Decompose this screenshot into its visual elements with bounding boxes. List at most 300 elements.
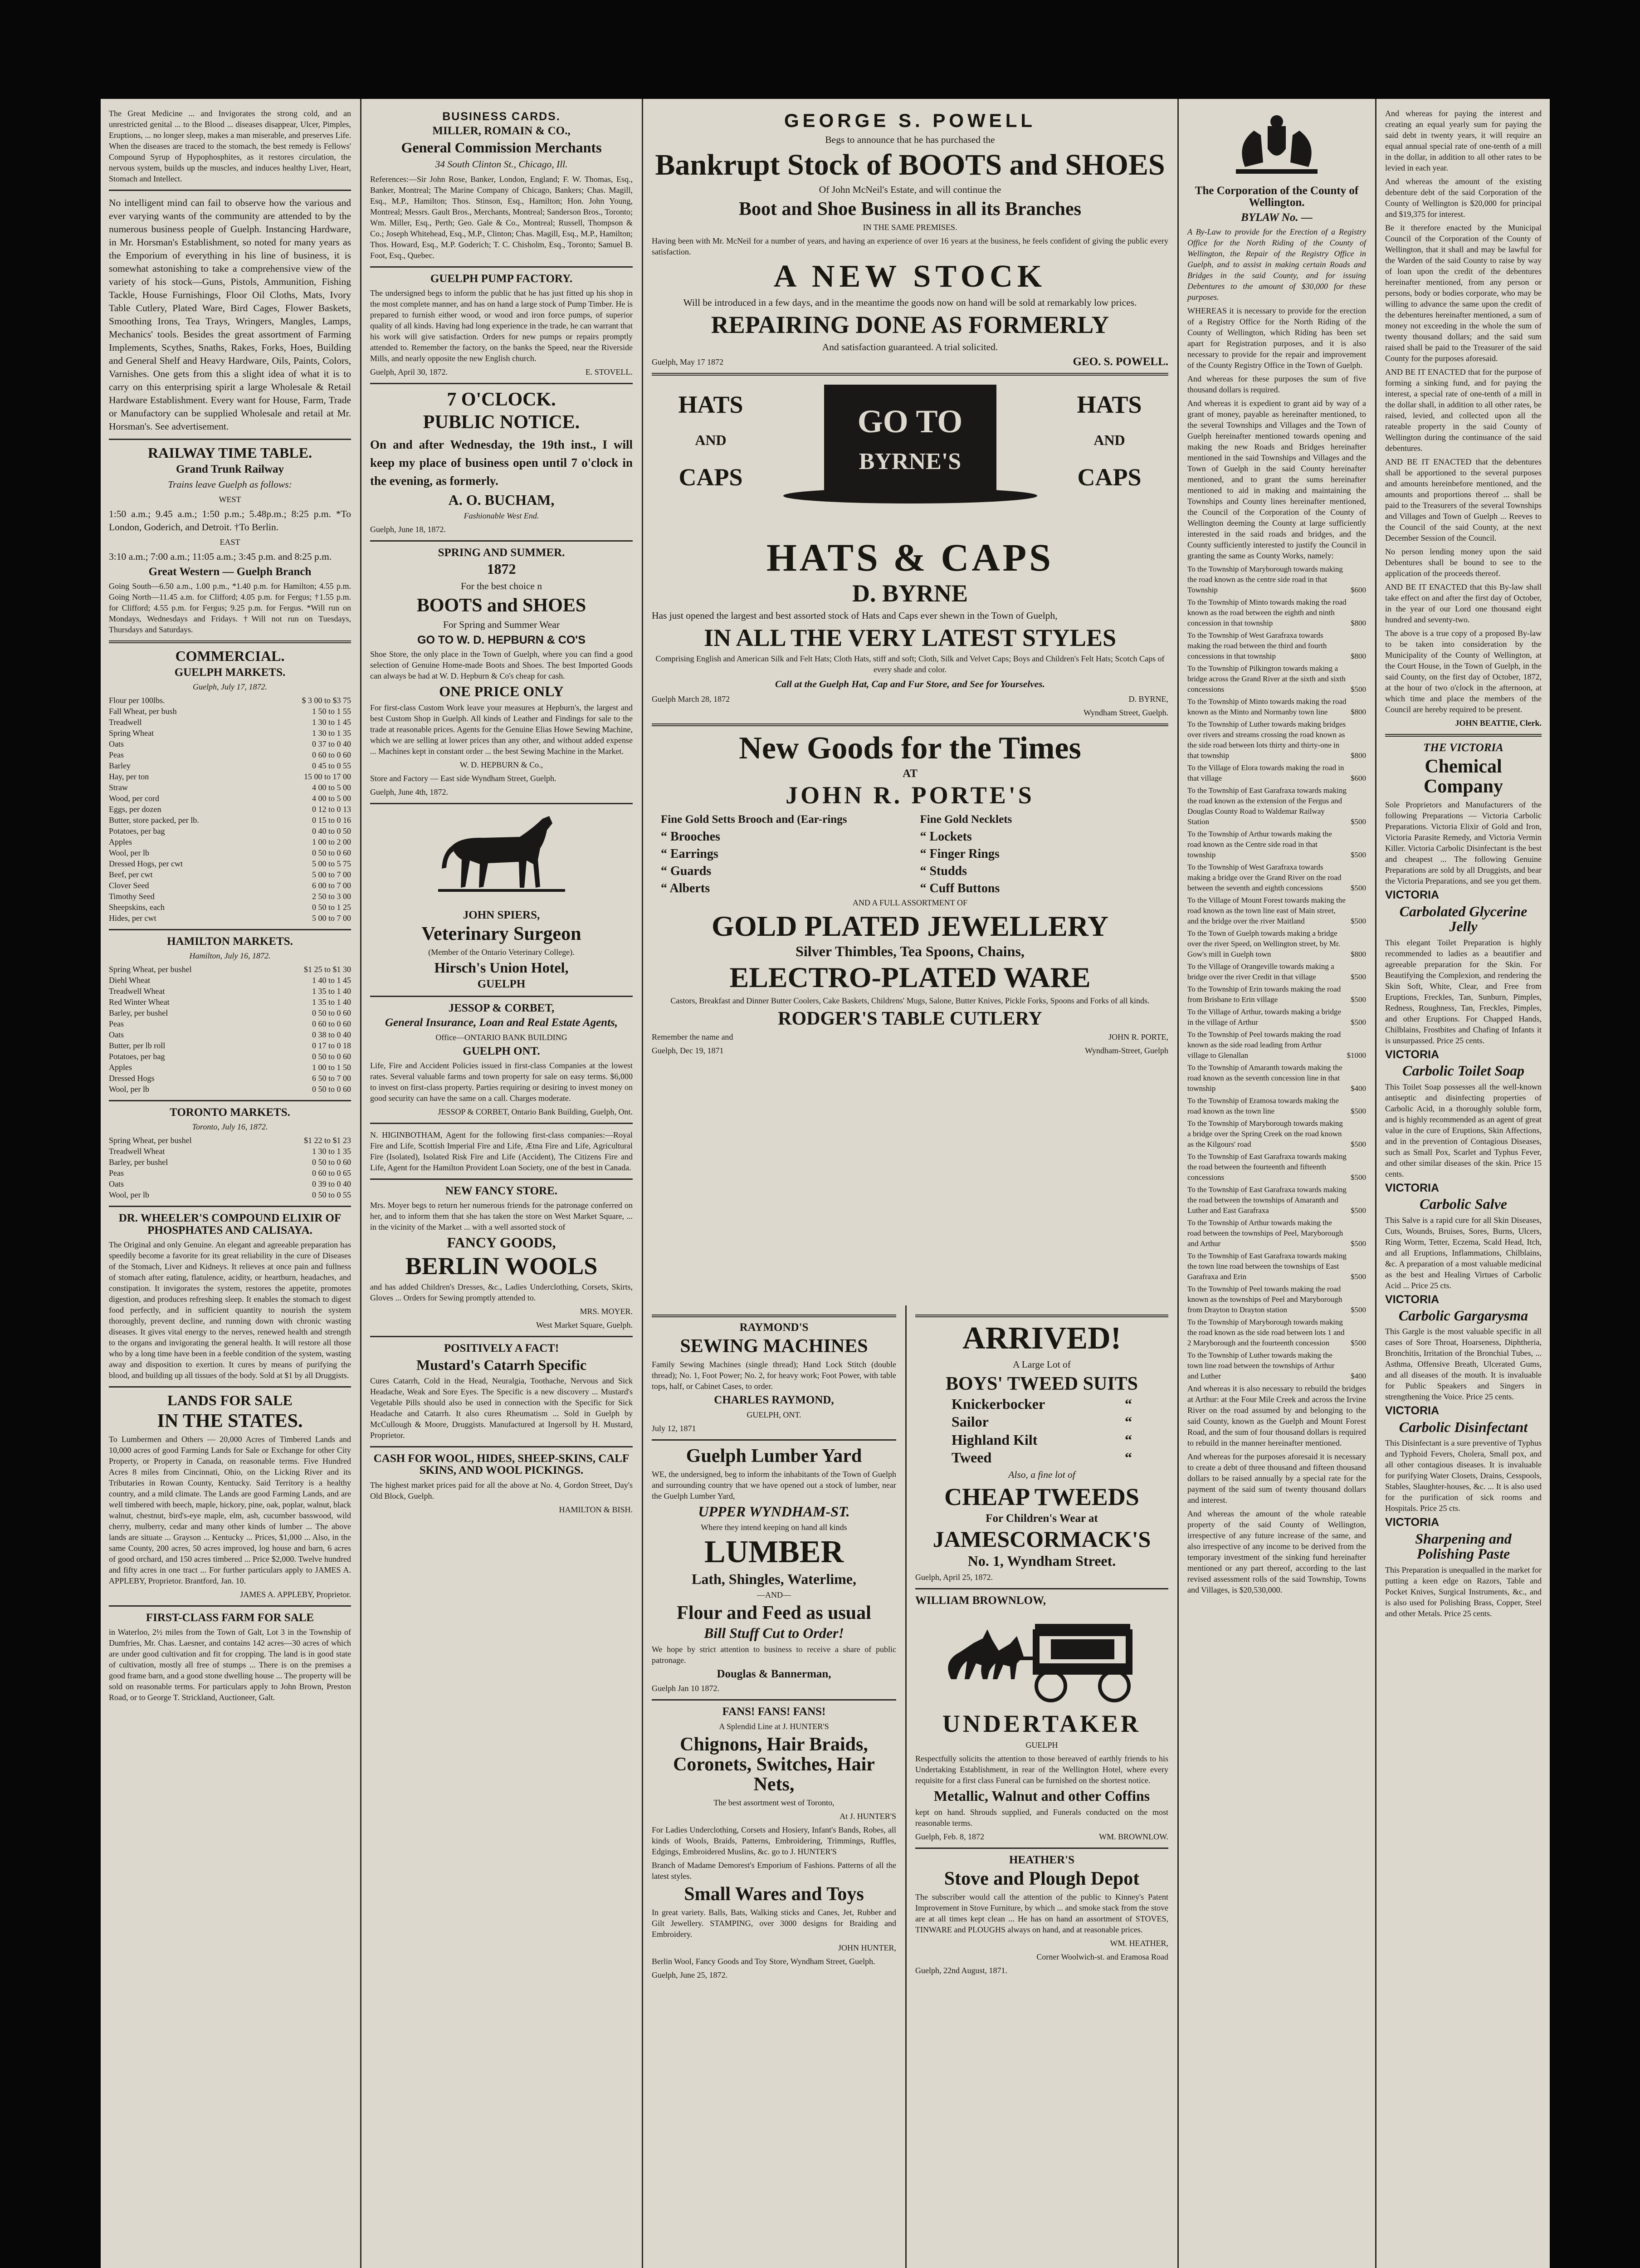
table-row xyxy=(109,1178,351,1189)
lumber-title: LUMBER xyxy=(704,1535,844,1570)
guelph-markets-title: GUELPH MARKETS. xyxy=(174,666,286,679)
column-3-lower xyxy=(644,1305,904,2268)
price-range xyxy=(304,964,351,975)
list-item xyxy=(1187,1317,1366,1348)
price-to: to xyxy=(328,815,335,825)
price-item: Fall Wheat, per bush xyxy=(109,706,177,716)
price-range xyxy=(312,997,351,1007)
grant-purpose: To the Village of Mount Forest towards making the road known as the town line east of Main street, and the bridge over the river Maitland xyxy=(1187,895,1346,925)
gold-necklets-title: Fine Gold Necklets xyxy=(920,813,1012,826)
pump-signature: E. STOVELL. xyxy=(585,367,633,377)
price-item: Barley, per bushel xyxy=(109,1158,168,1167)
raymond-city: GUELPH, ONT. xyxy=(747,1410,801,1419)
and-right: AND xyxy=(1093,431,1125,448)
price-range xyxy=(312,986,351,997)
price-range xyxy=(304,1135,351,1146)
lumber-signature: Douglas & Bannerman, xyxy=(717,1668,831,1681)
price-to: to xyxy=(328,1179,335,1189)
one-price-body: For first-class Custom Work leave your measures at Hepburn's, the largest and best Custom Shop in Guelph. All kinds of Leather and Findings for sale to the trade at reasonable prices. Agents for the Genuine Elias Howe Sewing Machine, which we are selling at lower prices than any other, and without added expense ... Machines kept in constant order ... the best Sewing Machine in the Market. xyxy=(370,703,633,756)
coffins-body: kept on hand. Shrouds supplied, and Funerals conducted on the most reasonable terms. xyxy=(915,1807,1168,1828)
ditto-mark: “ xyxy=(1125,1449,1132,1466)
style-name: Knickerbocker xyxy=(952,1395,1045,1412)
price-item: Treadwell Wheat xyxy=(109,987,165,996)
price-range xyxy=(302,695,351,706)
price-to: to xyxy=(328,793,335,803)
grant-amount: $600 xyxy=(1351,773,1366,782)
price-item: Clover Seed xyxy=(109,880,149,890)
price-range xyxy=(312,826,351,836)
column-rule xyxy=(1177,99,1179,2268)
price-low: 1 40 xyxy=(312,976,327,985)
price-range xyxy=(312,1007,351,1018)
fancy-store-body: Mrs. Moyer begs to return her numerous friends for the patronage conferred on her, and to inform them that she has taken the store on West Market Square, ... in the vicinity of the Market ... with a well assorted stock of xyxy=(370,1201,633,1232)
price-item: Spring Wheat, per bushel xyxy=(109,965,192,974)
price-high: $3 75 xyxy=(332,695,351,705)
price-to: to xyxy=(328,837,335,846)
list-item: “ Finger Rings xyxy=(920,846,1159,863)
price-high: 0 18 xyxy=(337,1041,351,1051)
price-to: to xyxy=(328,1063,335,1072)
new-stock-title: A NEW STOCK xyxy=(773,259,1047,294)
grant-amount: $500 xyxy=(1351,1139,1366,1149)
price-low: 0 17 xyxy=(312,1041,327,1051)
price-low: 0 50 xyxy=(312,1008,327,1018)
price-item: Butter, store packed, per lb. xyxy=(109,815,199,825)
price-range xyxy=(312,975,351,986)
table-row xyxy=(109,1040,351,1051)
jessop-title: JESSOP & CORBET, xyxy=(448,1002,555,1015)
list-item xyxy=(1187,829,1366,860)
stove-body: The subscriber would call the attention of the public to Kinney's Patent Improvement in Stove Furniture, by which ... and smoke stack from the stove are at all times kept clean ... He has on hand an assortment of STOVES, TINWARE and PLOUGHS always on hand, and at reasonable prices. xyxy=(915,1892,1168,1934)
toronto-price-table xyxy=(109,1135,351,1200)
price-to: to xyxy=(328,826,335,836)
byrne-name: D. BYRNE xyxy=(852,579,968,607)
column-rule xyxy=(642,99,643,2268)
price-item: Flour per 100lbs. xyxy=(109,695,165,705)
whereas-2: And whereas for these purposes the sum of five thousand dollars is required. xyxy=(1187,374,1366,394)
berlin-body: and has added Children's Dresses, &c., Ladies Underclothing, Corsets, Skirts, Gloves ... Orders for Sewing promptly attended to. xyxy=(370,1282,633,1303)
grant-amount: $500 xyxy=(1351,1173,1366,1182)
east-times: 3:10 a.m.; 7:00 a.m.; 11:05 a.m.; 3:45 p.m. and 8:25 p.m. xyxy=(109,551,332,562)
chemical-company-title: Chemical Company xyxy=(1423,756,1503,797)
price-low: 0 45 xyxy=(312,761,327,770)
price-low: $1 22 xyxy=(303,1136,322,1145)
product-name: Sharpening and Polishing Paste xyxy=(1415,1530,1512,1562)
enact-3: AND BE IT ENACTED that the debentures shall be apportioned to the several purposes and amounts hereinbefore mentioned, and the amounts and proportions thereof ... shall be paid to the Treasurers of the several Townships and Villages and Town of Guelph ... Reeves to the Council of the said County, at the next December Session of the Council. xyxy=(1385,457,1542,543)
list-item xyxy=(1187,1284,1366,1315)
price-to: to xyxy=(328,804,335,814)
millers-address: 34 South Clinton St., Chicago, Ill. xyxy=(435,159,568,170)
price-to: to xyxy=(328,761,335,770)
price-range xyxy=(312,869,351,880)
business-cards-title: BUSINESS CARDS. xyxy=(442,110,561,123)
table-row xyxy=(109,902,351,913)
price-item: Apples xyxy=(109,1063,132,1072)
cash-body: The highest market prices paid for all the above at No. 4, Gordon Street, Day's Old Block, Guelph. xyxy=(370,1480,633,1501)
lumber-body: WE, the undersigned, beg to inform the inhabitants of the Town of Guelph and surrounding country that we have opened out a stock of lumber, near the Guelph Lumber Yard, xyxy=(652,1469,896,1501)
heather-title: HEATHER'S xyxy=(1009,1853,1075,1866)
table-row xyxy=(109,836,351,847)
whereas-3: And whereas it is expedient to grant aid by way of a grant of money, payable as hereinafter mentioned, to the several Townships and Villages and the Town of Guelph hereinafter mentioned towards opening and making the new Roads and Bridges hereinafter mentioned in the said Townships and Villages and the Town of Guelph in the said County hereinafter mentioned, and to grant the sums hereinafter mentioned to aid in making and maintaining the Townships and County lines hereinafter mentioned, the Council of the Corporation of the County of Wellington deeming the County at large sufficiently interested in the said roads and bridges, and the County sufficiently interested to justify the Council in granting the same as County Works, namely: xyxy=(1187,398,1366,560)
wheeler-title: DR. WHEELER'S COMPOUND ELIXIR OF PHOSPHATES AND CALISAYA. xyxy=(118,1212,342,1237)
list-item xyxy=(1187,984,1366,1005)
grant-purpose: To the Township of West Garafraxa towards making a bridge over the Grand River on the road between the seventh and eighth concessions xyxy=(1187,862,1342,892)
horse-illustration xyxy=(434,810,570,905)
new-goods-title: New Goods for the Times xyxy=(739,731,1081,766)
table-row xyxy=(109,1135,351,1146)
brownlow-signature: WM. BROWNLOW. xyxy=(1099,1832,1168,1841)
table-row xyxy=(109,1157,351,1168)
childrens-line: For Children's Wear at xyxy=(986,1512,1098,1525)
price-range xyxy=(304,771,351,782)
price-item: Dressed Hogs xyxy=(109,1074,155,1083)
best-assortment: The best assortment west of Toronto, xyxy=(713,1798,835,1807)
price-item: Spring Wheat, per bushel xyxy=(109,1136,192,1145)
price-to: to xyxy=(328,1052,335,1061)
west-label: WEST xyxy=(219,494,241,504)
price-high: 0 40 xyxy=(337,739,351,748)
higinbotham-notice: N. HIGINBOTHAM, Agent for the following first-class companies:—Royal Fire and Life, Scottish Imperial Fire and Life, Ætna Fire and Life, Agricultural Fire (Isolated), Isolated Risk Fire and Life (Accident), The Citizens Fire and Life, Agent for the Hamilton Provident Loan Society, one of the best in Canada. xyxy=(370,1130,633,1172)
millers-subtitle: General Commission Merchants xyxy=(401,139,602,156)
rodger-cutlery-title: RODGER'S TABLE CUTLERY xyxy=(778,1008,1042,1029)
price-range xyxy=(312,880,351,891)
hunter-date: Guelph, June 25, 1872. xyxy=(652,1970,727,1980)
catarrh-body: Cures Catarrh, Cold in the Head, Neuralgia, Toothache, Nervous and Sick Headache, Weak and Sore Eyes. The Specific is a new discovery ... Mustard's Vegetable Pills should also be used in connection with the Specific for Sick Headache and Catarrh. It also cures Rheumatism ... Sold in Guelph by McCullough & Moore, Druggists. Manufactured at Ingersoll by H. Mustard, Proprietor. xyxy=(370,1376,633,1440)
wheeler-body: The Original and only Genuine. An elegant and agreeable preparation has speedily become a favorite for its great reliability in the cure of Diseases of the Stomach, Liver and Kidneys. It relieves at once pain and fullness of stomach after eating, flatulence, acidity, or heartburn, headaches, and constipation. It invigorates the system, restores the appetite, promotes digestion, and produces refreshing sleep. It enables the stomach to digest food perfectly, and in sufficient quantity to nourish the system thoroughly, prevent decline, and running down with chronic wasting diseases. It gives vital energy to the nerves, renewed health and strength to the organs and invigorating the general health. It will restore all those who by a long time have been in a feeble condition of the system, wasting away and disposition to exertion. It cures by means of purifying the blood, and building up all tissues of the body. Sold at $1 by all Druggists. xyxy=(109,1240,351,1380)
top-hat-illustration xyxy=(824,385,996,494)
lands-subtitle: IN THE STATES. xyxy=(157,1410,303,1432)
price-low: 1 00 xyxy=(312,1063,327,1072)
grant-amount: $500 xyxy=(1351,1305,1366,1314)
whereas-4: And whereas it is also necessary to rebuild the bridges at Arthur: at the Four Mile Creek and across the Irvine River on the road assumed by and belonging to the said County, known as the Guelph and Mount Forest Road, and the sum of four thousand dollars is required to rebuild in the manner hereinafter mentioned. xyxy=(1187,1383,1366,1447)
byrne-body: Has just opened the largest and best assorted stock of Hats and Caps ever shewn in the Town of Guelph, xyxy=(652,610,1058,621)
undertaker-guelph: GUELPH xyxy=(1025,1740,1058,1750)
enact-5: AND BE IT ENACTED that this By-law shall take effect on and after the first day of October, in the year of our Lord one thousand eight hundred and seventy-two. xyxy=(1385,582,1542,624)
column-2 xyxy=(362,99,641,2268)
style-name: Tweed xyxy=(952,1449,992,1466)
public-notice-body: On and after Wednesday, the 19th inst., I will keep my place of business open until 7 o'clock in the evening, as formerly. xyxy=(370,437,633,488)
brownlow-date: Guelph, Feb. 8, 1872 xyxy=(915,1832,984,1841)
product-name: Carbolated Glycerine Jelly xyxy=(1399,903,1528,935)
list-item: “ Brooches xyxy=(661,828,900,846)
price-range xyxy=(312,1146,351,1157)
product-body: This Preparation is unequalled in the market for putting a keen edge on Razors, Table and Pocket Knives, Surgical Instruments, &c., and is also used for Polishing Brass, Copper, Steel and other Metals. Price 25 cents. xyxy=(1385,1565,1542,1618)
price-item: Wood, per cord xyxy=(109,793,160,803)
patterns-body: Branch of Madame Demorest's Emporium of Fashions. Patterns of all the latest styles. xyxy=(652,1860,896,1881)
stove-signature: WM. HEATHER, xyxy=(1110,1938,1168,1948)
powell-title: GEORGE S. POWELL xyxy=(784,110,1036,131)
grant-amount: $400 xyxy=(1351,1084,1366,1093)
price-high: 1 40 xyxy=(337,997,351,1007)
bylaw-preamble: A By-Law to provide for the Erection of a Registry Office for the North Riding of the County of Wellington, the Repair of the Registry Office in Guelph, and to assist in making certain Roads and Bridges in the said County, and for issuing Debentures to the amount of $30,000 for these purposes. xyxy=(1187,227,1366,302)
whereas-1: WHEREAS it is necessary to provide for the erection of a Registry Office for the North Riding of the County of Wellington, which Riding has been set apart for Registration purposes, and it is also necessary to provide for the repair and improvement of the County Registry Office in the Town of Guelph. xyxy=(1187,306,1366,370)
price-range xyxy=(312,1051,351,1062)
millers-references: References:—Sir John Rose, Banker, London, England; F. W. Thomas, Esq., Banker, Montreal; The Marine Company of Chicago, Bankers; Chas. Magill, Esq., M.P., Hamilton; Thos. Stinson, Esq., Hamilton; Hon. John Young, Montreal; Messrs. Gault Bros., Merchants, Montreal; Sanderson Bros., Toronto; Wm. Miller, Esq., Perth; Geo. Gale & Co., Montreal; Russell, Thompson & Co.; Joseph Whitehead, Esq., M.P., Clinton; Chas. Magill, Esq., M.P., Hamilton; Thos. Howard, Esq., M.P. Goderich; T. C. Chisholm, Esq., Toronto; Samuel B. Foot, Esq., Quebec. xyxy=(370,175,633,260)
price-to: to xyxy=(328,859,335,868)
grant-purpose: To the Town of Guelph towards making a bridge over the river Speed, on Wellington street, by Mr. Gow's mill in Guelph town xyxy=(1187,929,1340,958)
railway-subtitle: Grand Trunk Railway xyxy=(176,463,284,475)
price-range xyxy=(312,815,351,826)
price-low: 0 39 xyxy=(312,1179,327,1189)
jamescormack-date: Guelph, April 25, 1872. xyxy=(915,1573,993,1582)
gold-setts-title: Fine Gold Setts Brooch and (Ear-rings xyxy=(661,813,847,826)
jewellery-lists xyxy=(652,811,1168,897)
grant-amount: $800 xyxy=(1351,618,1366,627)
table-row xyxy=(109,804,351,815)
price-to: to xyxy=(328,880,335,890)
price-range xyxy=(312,749,351,760)
product-brand: VICTORIA xyxy=(1385,1404,1439,1418)
lath-line: Lath, Shingles, Waterlime, xyxy=(692,1570,856,1587)
price-high: 1 35 xyxy=(337,728,351,738)
notice-signature: A. O. BUCHAM, xyxy=(448,491,555,508)
price-range xyxy=(312,1029,351,1040)
price-item: Potatoes, per bag xyxy=(109,1052,165,1061)
porte-signature: JOHN R. PORTE, xyxy=(1108,1032,1168,1042)
price-high: 5 75 xyxy=(337,859,351,868)
style-name: Highland Kilt xyxy=(952,1431,1038,1448)
list-item: “ Guards xyxy=(661,863,900,880)
price-range xyxy=(312,836,351,847)
lands-signature: JAMES A. APPLEBY, Proprietor. xyxy=(240,1589,351,1599)
price-item: Timothy Seed xyxy=(109,891,155,901)
grant-amount: $500 xyxy=(1351,850,1366,859)
price-high: 7 00 xyxy=(337,880,351,890)
hunter-address: Berlin Wool, Fancy Goods and Toy Store, Wyndham Street, Guelph. xyxy=(652,1956,875,1966)
price-low: 1 30 xyxy=(312,728,327,738)
guelph-price-table xyxy=(109,695,351,924)
price-range xyxy=(312,858,351,869)
lumber-yard-title: Guelph Lumber Yard xyxy=(686,1445,862,1466)
price-range xyxy=(312,847,351,858)
price-range xyxy=(312,738,351,749)
fans-title: FANS! FANS! FANS! xyxy=(722,1706,826,1718)
table-row xyxy=(109,815,351,826)
price-item: Spring Wheat xyxy=(109,728,154,738)
price-high: 0 40 xyxy=(337,1030,351,1040)
berlin-signature: MRS. MOYER. xyxy=(580,1307,633,1316)
product-brand: VICTORIA xyxy=(1385,1516,1439,1529)
price-low: 0 50 xyxy=(312,848,327,857)
boot-business-title: Boot and Shoe Business in all its Branches xyxy=(738,199,1081,220)
price-high: 1 35 xyxy=(337,1147,351,1156)
list-item xyxy=(1187,663,1366,694)
hepburn-signature: W. D. HEPBURN & Co., xyxy=(459,760,543,769)
grant-amount: $800 xyxy=(1351,651,1366,660)
jessop-body: Life, Fire and Accident Policies issued in first-class Companies at the lowest rates. Several valuable farms and town property for sale on easy terms. $6,000 to invest on first-class property. Parties requiring or desiring to invest money on good security can have the same on a call. Charges moderate. xyxy=(370,1061,633,1103)
raymond-head: RAYMOND'S xyxy=(739,1321,809,1334)
price-high: 0 13 xyxy=(337,804,351,814)
lumber-where: Where they intend keeping on hand all kinds xyxy=(701,1523,847,1532)
bankrupt-stock-title: Bankrupt Stock of BOOTS and SHOES xyxy=(655,148,1165,182)
product-brand: VICTORIA xyxy=(1385,1048,1439,1061)
repairing-title: REPAIRING DONE AS FORMERLY xyxy=(711,311,1109,338)
price-range xyxy=(312,1157,351,1168)
price-high: 7 00 xyxy=(337,913,351,923)
price-to: to xyxy=(328,750,335,759)
arrived-title: ARRIVED! xyxy=(962,1321,1121,1356)
list-item xyxy=(1187,895,1366,926)
coat-of-arms xyxy=(1218,112,1336,181)
price-to: to xyxy=(328,997,335,1007)
spring-year: 1872 xyxy=(487,561,516,577)
ladies-body: For Ladies Underclothing, Corsets and Hosiery, Infant's Bands, Robes, all kinds of Wools, Braids, Patterns, Embroidering, Trimmings, Ruffles, Edgings, Embroidered Muslins, &c. go to J. HUNTER'S xyxy=(652,1825,896,1856)
price-high: 0 55 xyxy=(337,1190,351,1200)
grant-purpose: To the Township of Erin towards making the road from Brisbane to Erin village xyxy=(1187,984,1341,1004)
grant-purpose: To the Village of Orangeville towards making a bridge over the river Credit in that village xyxy=(1187,962,1334,981)
price-item: Hay, per ton xyxy=(109,772,149,781)
caps-left: CAPS xyxy=(678,463,743,491)
column-rule xyxy=(1375,99,1376,2268)
horsman-hardware-notice: No intelligent mind can fail to observe how the various and ever varying wants of the community are attended to by the numerous business people of Guelph. Instancing Hardware, in Mr. Horsman's Establishment, so noted for many years as the Emporium of everything in his line of business, it is somewhat astonishing to take a comprehensive view of the variety of his stock—Guns, Pistols, Ammunition, Fishing Tackle, House Furnishings, Floor Oil Cloths, Mats, Ivory Table Cutlery, Plated Ware, Bird Cages, Flower Baskets, Smoothing Irons, Tea Trays, Wringers, Mangles, Lamps, Mechanics' tools. Besides the great assortment of Farming Implements, Scythes, Snaths, Rakes, Forks, Hoes, Building and General Shelf and Heavy Hardware, Oils, Paints, Colors, Varnishes. One gets from this a slight idea of what it is to carry on this enterprising spirit a large Wholesale & Retail Hardware Establishment. Every want for House, Farm, Trade or Manufactory can be supplied Wholesale and retail at Mr. Horsman's. See advertisement. xyxy=(109,197,351,432)
price-item: Potatoes, per bag xyxy=(109,826,165,836)
price-item: Eggs, per dozen xyxy=(109,804,161,814)
price-to: to xyxy=(324,965,331,974)
list-item xyxy=(1187,597,1366,628)
price-range xyxy=(312,1040,351,1051)
price-range xyxy=(312,717,351,728)
price-to: to xyxy=(328,1147,335,1156)
pump-date: Guelph, April 30, 1872. xyxy=(370,367,448,377)
grant-purpose: To the Township of Minto towards making the road known as the Minto and Normanby town line xyxy=(1187,697,1347,716)
bill-stuff-title: Bill Stuff Cut to Order! xyxy=(704,1625,844,1642)
price-low: 5 00 xyxy=(312,913,327,923)
column-6 xyxy=(1377,99,1550,2268)
powell-body: Having been with Mr. McNeil for a number of years, and having an experience of over 16 years at the business, he feels confident of giving the public every satisfaction. xyxy=(652,236,1168,257)
price-high: 7 00 xyxy=(337,1074,351,1083)
product-name: Carbolic Gargarysma xyxy=(1398,1307,1528,1324)
stove-address: Corner Woolwich-st. and Eramosa Road xyxy=(1036,1952,1168,1961)
berlin-address: West Market Square, Guelph. xyxy=(536,1320,633,1330)
byrnes-label: BYRNE'S xyxy=(859,448,962,474)
hepburn-date: Guelph, June 4th, 1872. xyxy=(370,787,448,797)
grant-amount: $500 xyxy=(1351,972,1366,981)
cheap-tweeds-title: CHEAP TWEEDS xyxy=(944,1483,1139,1510)
pump-factory-title: GUELPH PUMP FACTORY. xyxy=(430,273,573,285)
column-rule xyxy=(360,99,361,2268)
one-price-title: ONE PRICE ONLY xyxy=(439,683,564,700)
price-high: 0 65 xyxy=(337,1168,351,1178)
powell-date: Guelph, May 17 1872 xyxy=(652,357,723,367)
jessop-office: Office—ONTARIO BANK BUILDING xyxy=(435,1032,567,1042)
table-row xyxy=(109,913,351,924)
price-low: 0 60 xyxy=(312,750,327,759)
table-row xyxy=(109,717,351,728)
porte-address: Wyndham-Street, Guelph xyxy=(1085,1046,1168,1056)
price-item: Straw xyxy=(109,782,128,792)
price-high: $1 30 xyxy=(332,965,351,974)
price-item: Butter, per lb roll xyxy=(109,1041,166,1051)
product-brand: VICTORIA xyxy=(1385,1181,1439,1194)
table-row xyxy=(109,1007,351,1018)
price-high: 0 60 xyxy=(337,1008,351,1018)
price-to: to xyxy=(324,1136,331,1145)
list-item xyxy=(1187,696,1366,717)
price-item: Hides, per cwt xyxy=(109,913,156,923)
price-to: to xyxy=(328,1008,335,1018)
ditto-mark: “ xyxy=(1125,1395,1132,1412)
price-low: 1 30 xyxy=(312,717,327,727)
price-to: to xyxy=(328,1074,335,1083)
grant-purpose: To the Township of Pilkington towards making a bridge across the Grand River at the sixth and sixth concessions xyxy=(1187,664,1346,694)
price-low: 0 50 xyxy=(312,1190,327,1200)
price-to: to xyxy=(328,782,335,792)
list-item xyxy=(1187,719,1366,761)
price-range xyxy=(312,1062,351,1073)
table-row xyxy=(109,858,351,869)
boots-shoes-title: BOOTS and SHOES xyxy=(416,595,586,616)
grant-purpose: To the Township of East Garafraxa towards making the road known as the extension of the Fergus and Douglas County Road to Waldemar Railway Station xyxy=(1187,786,1347,826)
list-item xyxy=(1187,1184,1366,1216)
price-low: 0 60 xyxy=(312,1019,327,1029)
price-range xyxy=(312,782,351,793)
price-low: 5 00 xyxy=(312,859,327,868)
price-item: Red Winter Wheat xyxy=(109,997,170,1007)
railway-note: Trains leave Guelph as follows: xyxy=(168,479,292,490)
list-item xyxy=(1187,1350,1366,1381)
price-low: $ 3 00 xyxy=(302,695,322,705)
guelph-markets-date: Guelph, July 17, 1872. xyxy=(193,682,267,691)
price-low: $1 25 xyxy=(303,965,322,974)
caps-right: CAPS xyxy=(1077,463,1142,491)
table-row xyxy=(109,1146,351,1157)
price-item: Dressed Hogs, per cwt xyxy=(109,859,183,868)
at-label: AT xyxy=(903,767,918,780)
price-to: to xyxy=(328,848,335,857)
tweed-suits-title: BOYS' TWEED SUITS xyxy=(945,1373,1138,1394)
flour-feed-title: Flour and Feed as usual xyxy=(677,1603,871,1624)
table-row xyxy=(109,1029,351,1040)
price-range xyxy=(312,804,351,815)
grant-amount: $500 xyxy=(1351,1338,1366,1347)
price-high: 1 40 xyxy=(337,987,351,996)
price-high: 5 00 xyxy=(337,782,351,792)
price-low: 0 50 xyxy=(312,902,327,912)
hats-caps-title: HATS & CAPS xyxy=(766,535,1054,579)
spring-line: For the best choice n xyxy=(460,580,542,591)
price-range xyxy=(312,902,351,913)
list-item xyxy=(1187,1062,1366,1094)
price-low: 6 00 xyxy=(312,880,327,890)
great-western-title: Great Western — Guelph Branch xyxy=(148,565,312,578)
price-low: 0 38 xyxy=(312,1030,327,1040)
berlin-wools-title: BERLIN WOOLS xyxy=(405,1252,598,1280)
lumber-small: We hope by strict attention to business to receive a share of public patronage. xyxy=(652,1645,896,1665)
price-to: to xyxy=(328,1041,335,1051)
price-low: 1 50 xyxy=(312,706,327,716)
powell-subtitle: Of John McNeil's Estate, and will continue the xyxy=(819,184,1001,196)
table-row xyxy=(109,1168,351,1178)
byrne-date: Guelph March 28, 1872 xyxy=(652,694,730,704)
spiers-name: JOHN SPIERS, xyxy=(463,909,540,921)
product-body: This Toilet Soap possesses all the well-known antiseptic and disinfecting properties of Carbolic Acid, in a thoroughly soluble form, and is highly recommended as an agent of great value in the cure of Eruptions, Skin Affections, and in the prevention of Contagious Diseases, such as Small Pox, Scarlet and Typhus Fever, and other similar diseases of the skin. Price 15 cents. xyxy=(1385,1082,1542,1178)
list-item xyxy=(1187,862,1366,893)
style-name: Sailor xyxy=(952,1413,989,1430)
price-high: 0 60 xyxy=(337,1085,351,1094)
table-row xyxy=(109,695,351,706)
price-item: Oats xyxy=(109,739,124,748)
satisfaction-line: And satisfaction guaranteed. A trial solicited. xyxy=(822,341,998,352)
product-brand: VICTORIA xyxy=(1385,889,1439,902)
grant-amount: $500 xyxy=(1351,883,1366,892)
upper-wyndham: UPPER WYNDHAM-ST. xyxy=(698,1503,850,1520)
notice-date: Guelph, June 18, 1872. xyxy=(370,525,446,534)
price-item: Barley, per bushel xyxy=(109,1008,168,1018)
spring-summer-title: SPRING AND SUMMER. xyxy=(438,547,565,559)
price-range xyxy=(312,793,351,804)
grant-amount: $800 xyxy=(1351,751,1366,760)
list-item xyxy=(1187,1251,1366,1282)
